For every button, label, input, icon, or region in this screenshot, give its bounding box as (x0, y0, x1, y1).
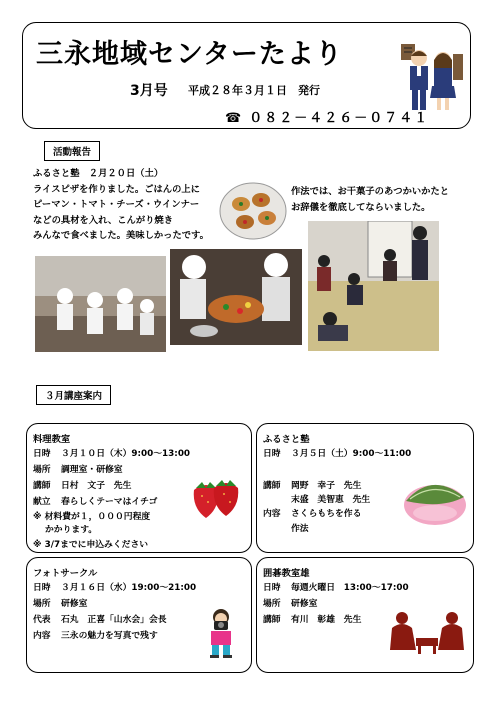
photo-row-place (33, 596, 87, 609)
row-value: ３月５日（土）9:00～11:00 (291, 449, 412, 459)
cooking-note-deadline: ※ 3/7までに申込みください (33, 540, 149, 550)
cooking-note-fee: ※ 材料費が１，０００円程度 (33, 512, 151, 522)
cooking-row-datetime (33, 446, 190, 459)
photo-row-datetime (33, 580, 196, 593)
furusato-teacher-2: 末盛 美智恵 先生 (291, 495, 371, 505)
row-label: 日時 (33, 449, 51, 459)
photo-circle-title: フォトサークル (33, 568, 98, 579)
row-value: 研修室 (61, 599, 88, 609)
row-value: ３月１０日（木）9:00～13:00 (61, 449, 191, 459)
go-row-place (263, 596, 317, 609)
report-line: ふるさと塾 ２月２０日（土） (33, 168, 164, 179)
row-value: 調理室・研修室 (61, 465, 123, 475)
photographer-icon (203, 607, 239, 659)
go-row-datetime (263, 580, 409, 593)
report-line: お辞儀を徹底してならいました。 (291, 201, 431, 213)
report-line: ライスピザを作りました。ごはんの上に (33, 183, 200, 195)
row-value: 研修室 (291, 599, 318, 609)
row-label: 場所 (33, 465, 51, 475)
report-right-text (291, 184, 471, 215)
row-label: 献立 (33, 497, 51, 507)
row-label: 場所 (263, 599, 281, 609)
go-row-teacher (263, 612, 361, 625)
row-value: ３月１６日（水）19:00～21:00 (61, 583, 197, 593)
row-label: 代表 (33, 615, 51, 625)
go-players-icon (388, 610, 466, 660)
strawberry-icon (190, 478, 240, 520)
row-label: 講師 (263, 615, 281, 625)
pizza-plate-icon (219, 182, 287, 240)
report-line: ピーマン・トマト・チーズ・ウインナー (33, 199, 200, 210)
row-value: 有川 彰雄 先生 (291, 615, 362, 625)
furusato-row-teacher (263, 478, 361, 491)
cooking-row-teacher (33, 478, 131, 491)
cooking-row-place (33, 462, 123, 475)
page-title: 三永地域センターたより (36, 39, 343, 70)
photo-row-rep (33, 612, 167, 625)
row-value: さくらもちを作る (291, 509, 362, 519)
photo-pizza-making (170, 249, 302, 345)
row-value: 毎週火曜日 13:00～17:00 (291, 583, 409, 593)
furusato-content-2: 作法 (291, 524, 309, 534)
photo-etiquette-class (308, 221, 439, 351)
row-value: 日村 文子 先生 (61, 481, 132, 491)
cooking-note-fee-cont: かかります。 (45, 525, 98, 535)
row-label: 内容 (263, 509, 281, 519)
report-line: みんなで食べました。美味しかったです。 (33, 230, 209, 241)
row-label: 日時 (263, 583, 281, 593)
row-value: 岡野 幸子 先生 (291, 481, 362, 491)
row-label: 日時 (33, 583, 51, 593)
row-label: 講師 (263, 481, 281, 491)
row-value: 春らしくテーマはイチゴ (61, 497, 158, 507)
report-left-text (33, 166, 233, 244)
issue-date: 平成２８年３月１日 発行 (188, 84, 320, 97)
row-label: 場所 (33, 599, 51, 609)
row-label: 日時 (263, 449, 281, 459)
furusato-row-content (263, 506, 361, 519)
cooking-row-menu (33, 494, 157, 507)
section-tag-activity: 活動報告 (44, 141, 100, 161)
students-icon (395, 40, 465, 115)
furusato-title: ふるさと塾 (263, 434, 310, 445)
report-line: 作法では、お干菓子のあつかいかたと (291, 186, 450, 197)
row-value: 石丸 正喜「山水会」会長 (61, 615, 167, 625)
go-class-title: 囲碁教室雄 (263, 568, 310, 579)
row-label: 内容 (33, 631, 51, 641)
issue-label: 3月号 (130, 83, 168, 99)
photo-cooking-class (35, 256, 166, 352)
photo-row-content (33, 628, 158, 641)
furusato-row-datetime (263, 446, 411, 459)
phone-icon: ☎ (225, 111, 244, 126)
cooking-title: 料理教室 (33, 434, 71, 445)
report-line: などの具材を入れ、こんがり焼き (33, 214, 174, 226)
row-value: 三永の魅力を写真で残す (61, 631, 158, 641)
section-tag-courses: ３月講座案内 (36, 385, 111, 405)
row-label: 講師 (33, 481, 51, 491)
sakuramochi-icon (402, 475, 468, 527)
phone-number: ０８２－４２６－０７４１ (249, 111, 430, 126)
